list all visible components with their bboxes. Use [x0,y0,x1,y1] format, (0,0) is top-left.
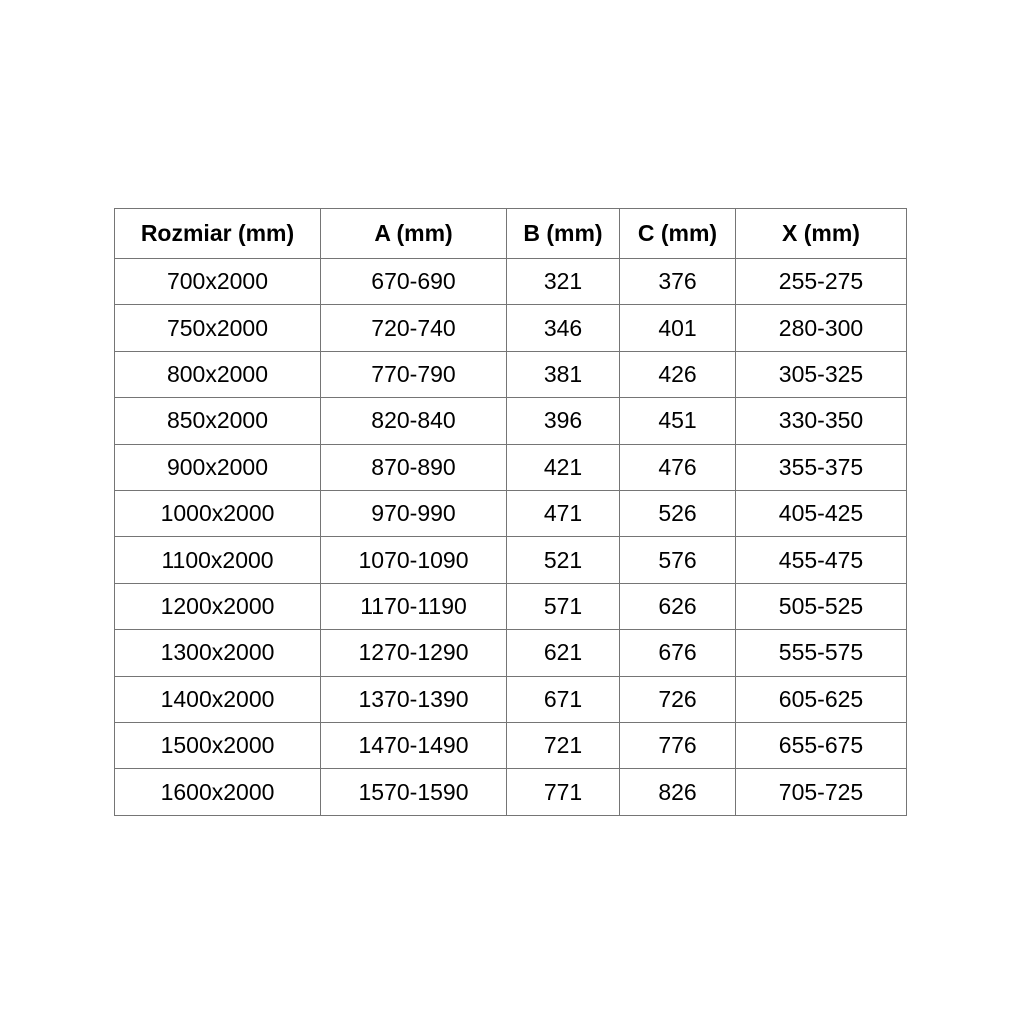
cell-rozmiar: 1000x2000 [115,491,321,537]
table-row [115,444,907,490]
table-row [115,723,907,769]
table-row [115,351,907,397]
table-row [115,398,907,444]
cell-x: 655-675 [736,723,907,769]
cell-c: 526 [620,491,736,537]
column-header-c: C (mm) [620,209,736,259]
cell-b: 381 [507,351,620,397]
table-row [115,676,907,722]
cell-x: 255-275 [736,259,907,305]
cell-c: 626 [620,583,736,629]
cell-c: 451 [620,398,736,444]
header-row [115,209,907,259]
cell-rozmiar: 1100x2000 [115,537,321,583]
cell-a: 720-740 [321,305,507,351]
cell-a: 1170-1190 [321,583,507,629]
table-row [115,305,907,351]
cell-c: 426 [620,351,736,397]
cell-x: 605-625 [736,676,907,722]
cell-b: 521 [507,537,620,583]
size-table-container [114,208,906,816]
table-row [115,491,907,537]
cell-x: 305-325 [736,351,907,397]
cell-rozmiar: 1400x2000 [115,676,321,722]
size-table [114,208,907,816]
column-header-rozmiar: Rozmiar (mm) [115,209,321,259]
cell-rozmiar: 800x2000 [115,351,321,397]
cell-rozmiar: 1600x2000 [115,769,321,816]
cell-x: 505-525 [736,583,907,629]
cell-rozmiar: 1300x2000 [115,630,321,676]
cell-b: 571 [507,583,620,629]
cell-c: 676 [620,630,736,676]
cell-a: 1470-1490 [321,723,507,769]
cell-a: 1370-1390 [321,676,507,722]
cell-a: 1570-1590 [321,769,507,816]
cell-b: 671 [507,676,620,722]
cell-b: 771 [507,769,620,816]
cell-rozmiar: 1500x2000 [115,723,321,769]
cell-a: 1070-1090 [321,537,507,583]
table-row [115,769,907,816]
cell-x: 705-725 [736,769,907,816]
cell-b: 321 [507,259,620,305]
cell-a: 670-690 [321,259,507,305]
cell-c: 826 [620,769,736,816]
cell-b: 346 [507,305,620,351]
cell-x: 455-475 [736,537,907,583]
cell-a: 970-990 [321,491,507,537]
cell-c: 476 [620,444,736,490]
cell-a: 870-890 [321,444,507,490]
cell-a: 820-840 [321,398,507,444]
cell-rozmiar: 1200x2000 [115,583,321,629]
cell-x: 330-350 [736,398,907,444]
cell-b: 721 [507,723,620,769]
cell-c: 776 [620,723,736,769]
cell-c: 376 [620,259,736,305]
cell-b: 471 [507,491,620,537]
cell-rozmiar: 700x2000 [115,259,321,305]
cell-rozmiar: 900x2000 [115,444,321,490]
cell-b: 421 [507,444,620,490]
table-row [115,259,907,305]
cell-a: 770-790 [321,351,507,397]
column-header-b: B (mm) [507,209,620,259]
cell-b: 396 [507,398,620,444]
cell-x: 555-575 [736,630,907,676]
column-header-x: X (mm) [736,209,907,259]
cell-x: 405-425 [736,491,907,537]
column-header-a: A (mm) [321,209,507,259]
cell-a: 1270-1290 [321,630,507,676]
table-row [115,537,907,583]
cell-c: 576 [620,537,736,583]
cell-c: 401 [620,305,736,351]
cell-rozmiar: 850x2000 [115,398,321,444]
cell-x: 280-300 [736,305,907,351]
cell-c: 726 [620,676,736,722]
cell-b: 621 [507,630,620,676]
table-row [115,630,907,676]
table-row [115,583,907,629]
cell-rozmiar: 750x2000 [115,305,321,351]
cell-x: 355-375 [736,444,907,490]
